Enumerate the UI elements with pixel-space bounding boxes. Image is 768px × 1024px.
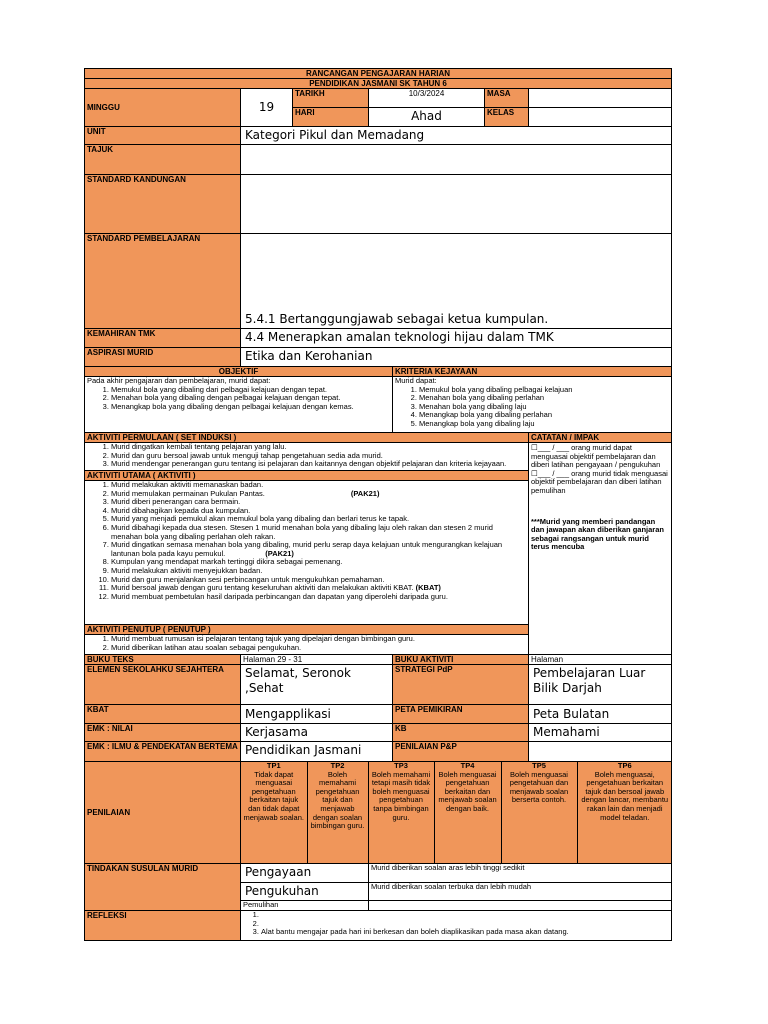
kbat-label: KBAT — [85, 705, 241, 724]
utama-item-text: Murid melakukan aktiviti menyejukkan badan. — [111, 565, 263, 575]
catatan-p1: ☐___ / ___ orang murid dapat menguasai objektif pembelajaran dan diberi latihan pengayaan / pengukuhan — [531, 443, 661, 470]
tp1-text: Tidak dapat menguasai pengetahuan berkaitan tajuk dan tidak dapat menjawab soalan. — [243, 769, 304, 822]
penutup-item: 2. Murid diberikan latihan atau soalan sebagai pengukuhan. — [111, 644, 526, 653]
tindakan-pengukuhan: Pengukuhan — [241, 883, 369, 901]
utama-item-text: Murid diberi penerangan cara bermain. — [111, 497, 241, 507]
permulaan-content — [85, 443, 529, 471]
emk-ilmu-value: Pendidikan Jasmani — [241, 742, 393, 762]
unit-label: UNIT — [85, 127, 241, 145]
utama-content — [85, 481, 529, 625]
permulaan-item: 2. Murid dan guru bersoal jawab untuk menguji tahap pengetahuan sedia ada murid. — [111, 452, 526, 461]
lesson-plan-table — [84, 68, 672, 941]
kriteria-item: 2. Menahan bola yang dibaling perlahan — [419, 394, 669, 403]
tp6-head: TP6 — [617, 762, 632, 770]
standard-pembelajaran-value: 5.4.1 Bertanggungjawab sebagai ketua kumpulan. — [241, 234, 672, 329]
utama-heading: AKTIVITI UTAMA ( AKTIVITI ) — [85, 471, 529, 481]
catatan-heading: CATATAN / IMPAK — [529, 433, 672, 443]
hari-value: Ahad — [369, 108, 485, 127]
objektif-heading: OBJEKTIF — [85, 367, 393, 377]
utama-item — [111, 593, 526, 602]
standard-kandungan-value — [241, 175, 672, 234]
catatan-p3: ***Murid yang memberi pandangan dan jawapan akan diberikan ganjaran sebagai rangsangan untuk murid terus mencuba — [531, 516, 664, 552]
pak21-tag: (PAK21) — [265, 548, 294, 558]
tp2-head: TP2 — [330, 762, 345, 770]
peta-label: PETA PEMIKIRAN — [393, 705, 529, 724]
tindakan-label: TINDAKAN SUSULAN MURID — [85, 864, 241, 911]
tp5-text: Boleh menguasai pengetahuan dan menjawab soalan berserta contoh. — [509, 769, 569, 805]
minggu-label: MINGGU — [85, 89, 241, 127]
kriteria-item: 5. Menangkap bola yang dibaling laju — [419, 420, 669, 429]
utama-item-text: Murid membuat pembetulan hasil daripada perbincangan dan dapatan yang diperolehi daripada guru. — [111, 591, 448, 601]
utama-item-text: Murid melakukan aktiviti memanaskan badan. — [111, 480, 264, 489]
buku-teks-value: Halaman 29 - 31 — [241, 655, 393, 665]
refleksi-item: 3. Alat bantu mengajar pada hari ini berkesan dan boleh diaplikasikan pada masa akan datang. — [261, 928, 669, 937]
penilaian-tp-container — [241, 762, 672, 864]
permulaan-item: 1. Murid dingatkan kembali tentang pelajaran yang lalu. — [111, 443, 526, 452]
utama-item-text: Murid dan guru menjalankan sesi perbincangan untuk mengukuhkan pemahaman. — [111, 574, 385, 584]
objektif-content — [85, 377, 393, 433]
peta-value: Peta Bulatan — [529, 705, 672, 724]
penilaian-label: PENILAIAN — [85, 762, 241, 864]
aspirasi-label: ASPIRASI MURID — [85, 348, 241, 367]
penutup-item: 1. Murid membuat rumusan isi pelajaran tentang tajuk yang dipelajari dengan bimbingan guru. — [111, 635, 526, 644]
tp-grid — [241, 762, 672, 863]
tindakan-pengayaan: Pengayaan — [241, 864, 369, 883]
refleksi-item — [261, 911, 669, 920]
utama-item-text: Murid dibahagikan kepada dua kumpulan. — [111, 505, 251, 515]
objektif-item: 1. Memukul bola yang dibaling dari pelbagai kelajuan dengan tepat. — [111, 386, 390, 395]
tindakan-pemulihan: Pemulihan — [241, 901, 369, 911]
tindakan-pengayaan-desc: Murid diberikan soalan aras lebih tinggi sedikit — [369, 864, 672, 883]
utama-item — [111, 524, 526, 541]
kbat-value: Mengapplikasi — [241, 705, 393, 724]
utama-item-text: Murid bersoal jawab dengan guru tentang keseluruhan aktiviti dan melakukan aktiviti KBAT. — [111, 583, 414, 593]
utama-item-text: Murid dingatkan semasa menahan bola yang dibaling, murid perlu serap daya kelajuan untuk mengurangkan kelajuan lantunan bola pada kayu pemukul. — [111, 540, 503, 558]
utama-item-text: Murid yang menjadi pemukul akan memukul bola yang dibaling dan berlari terus ke tapak. — [111, 514, 410, 524]
kbat-tag: (KBAT) — [415, 583, 441, 593]
tp4-head: TP4 — [460, 762, 475, 770]
objektif-item: 3. Menangkap bola yang dibaling dengan pelbagai kelajuan dengan kemas. — [111, 403, 390, 412]
masa-value — [529, 89, 672, 108]
masa-label: MASA — [485, 89, 529, 108]
elemen-label: ELEMEN SEKOLAHKU SEJAHTERA — [85, 665, 241, 705]
refleksi-label: REFLEKSI — [85, 911, 241, 941]
utama-item-text: Kumpulan yang mendapat markah tertinggi dikira sebagai pemenang. — [111, 557, 343, 567]
permulaan-item: 3. Murid mendengar penerangan guru tentang isi pelajaran dan kaitannya dengan objektif pelajaran dan kriteria kejayaan. — [111, 460, 526, 469]
utama-item-text: Murid dibahagi kepada dua stesen. Stesen 1 murid menahan bola yang dibaling laju oleh rakan dan stesen 2 murid menahan bola yang dibaling perlahan oleh rakan. — [111, 522, 493, 541]
kelas-label: KELAS — [485, 108, 529, 127]
tp5-cell — [501, 762, 577, 863]
tp2-cell — [307, 762, 368, 863]
penilaian-pnp-label: PENILAIAN P&P — [393, 742, 529, 762]
pak21-tag: (PAK21) — [350, 488, 380, 498]
utama-item — [111, 541, 526, 558]
tp3-text: Boleh memahami tetapi masih tidak boleh menguasai pengetahuan tanpa bimbingan guru. — [371, 769, 431, 822]
buku-aktiviti-value: Halaman — [529, 655, 672, 665]
tindakan-pengukuhan-desc: Murid diberikan soalan terbuka dan lebih mudah — [369, 883, 672, 901]
kemahiran-tmk-value: 4.4 Menerapkan amalan teknologi hijau dalam TMK — [241, 329, 672, 348]
strategi-value: Pembelajaran Luar Bilik Darjah — [529, 665, 672, 705]
strategi-label: STRATEGI PdP — [393, 665, 529, 705]
elemen-value: Selamat, Seronok ,Sehat — [241, 665, 393, 705]
kemahiran-tmk-label: KEMAHIRAN TMK — [85, 329, 241, 348]
doc-subtitle: PENDIDIKAN JASMANI SK TAHUN 6 — [85, 79, 672, 89]
catatan-content — [529, 443, 672, 655]
emk-nilai-label: EMK : NILAI — [85, 724, 241, 742]
tp2-text: Boleh memahami pengetahuan tajuk dan menjawab dengan soalan bimbingan guru. — [310, 769, 365, 831]
lesson-plan-document — [84, 68, 671, 941]
kriteria-intro: Murid dapat: — [395, 376, 437, 385]
standard-pembelajaran-label: STANDARD PEMBELAJARAN — [85, 234, 241, 329]
kb-label: KB — [393, 724, 529, 742]
tp1-head: TP1 — [266, 762, 281, 770]
tp1-cell — [241, 762, 307, 863]
kriteria-content — [393, 377, 672, 433]
hari-label: HARI — [293, 108, 369, 127]
tarikh-value: 10/3/2024 — [369, 89, 485, 108]
unit-value: Kategori Pikul dan Memadang — [241, 127, 672, 145]
minggu-value: 19 — [241, 89, 293, 127]
objektif-item: 2. Menahan bola yang dibaling dengan pelbagai kelajuan dengan tepat. — [111, 394, 390, 403]
objektif-intro: Pada akhir pengajaran dan pembelajaran, murid dapat: — [87, 376, 271, 385]
tp5-head: TP5 — [532, 762, 546, 770]
tp6-cell — [577, 762, 672, 863]
penutup-heading: AKTIVITI PENUTUP ( PENUTUP ) — [85, 625, 529, 635]
emk-nilai-value: Kerjasama — [241, 724, 393, 742]
kelas-value — [529, 108, 672, 127]
tp3-cell — [368, 762, 434, 863]
tajuk-label: TAJUK — [85, 145, 241, 175]
utama-item-text: Murid memulakan permainan Pukulan Pantas. — [111, 488, 265, 498]
standard-kandungan-label: STANDARD KANDUNGAN — [85, 175, 241, 234]
buku-aktiviti-label: BUKU AKTIVITI — [393, 655, 529, 665]
tp6-text: Boleh menguasai, pengetahuan berkaitan tajuk dan bersoal jawab dengan lancar, membantu rakan lain dan menjadi model teladan. — [581, 769, 669, 822]
doc-title: RANCANGAN PENGAJARAN HARIAN — [85, 69, 672, 79]
kriteria-item: 4. Menangkap bola yang dibaling perlahan — [419, 411, 669, 420]
tajuk-value — [241, 145, 672, 175]
kriteria-heading: KRITERIA KEJAYAAN — [393, 367, 672, 377]
aspirasi-value: Etika dan Kerohanian — [241, 348, 672, 367]
refleksi-content — [241, 911, 672, 941]
kb-value: Memahami — [529, 724, 672, 742]
kriteria-item: 1. Memukul bola yang dibaling pelbagai kelajuan — [419, 386, 669, 395]
penutup-content — [85, 635, 529, 655]
emk-ilmu-label: EMK : ILMU & PENDEKATAN BERTEMA — [85, 742, 241, 762]
catatan-p2: ☐___ / ___ orang murid tidak menguasai objektif pembelajaran dan diberi latihan pemulihan — [531, 468, 668, 495]
permulaan-heading: AKTIVITI PERMULAAN ( SET INDUKSI ) — [85, 433, 529, 443]
tindakan-pemulihan-desc — [369, 901, 672, 911]
penilaian-pnp-value — [529, 742, 672, 762]
tp4-text: Boleh menguasai pengetahuan berkaitan dan menjawab soalan dengan baik. — [438, 769, 497, 813]
kriteria-item: 3. Menahan bola yang dibaling laju — [419, 403, 669, 412]
tp4-cell — [434, 762, 501, 863]
tp3-head: TP3 — [394, 762, 408, 770]
buku-teks-label: BUKU TEKS — [85, 655, 241, 665]
tarikh-label: TARIKH — [293, 89, 369, 108]
